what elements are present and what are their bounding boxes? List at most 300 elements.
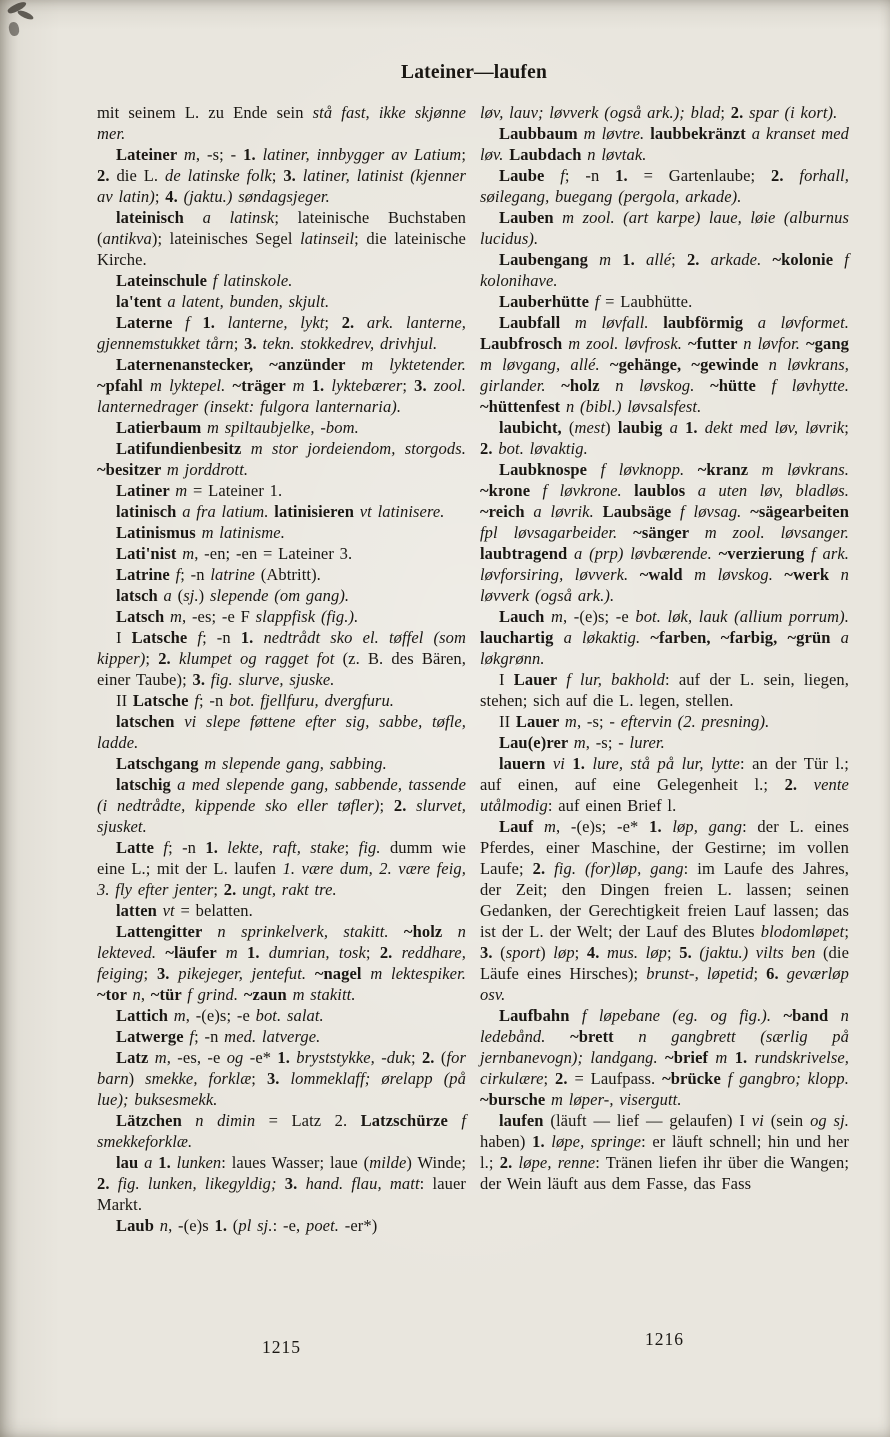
dictionary-entry (97, 900, 466, 921)
entry-text: bot. løk, lauk (allium porrum). (635, 607, 849, 626)
entry-text: 2. (686, 250, 711, 269)
entry-text: (sein (770, 1111, 811, 1130)
entry-text: : im Laufe des Jahres, der Zeit; den Dingen freien L. lassen; seinen Gedanken, der Gerechtigkeit freien Lauf lassen; das ist der L. der Welt; der Lauf des Blutes (480, 859, 850, 941)
entry-text: : auf der L. sein, liegen, stehen; sich auf die L. legen, stellen. (480, 670, 849, 710)
dictionary-entry (97, 1005, 466, 1026)
entry-text: Lattengitter (115, 922, 218, 941)
entry-text: f gangbro; klopp. (727, 1069, 850, 1088)
entry-text: laublos (634, 481, 698, 500)
entry-text: = Lateiner 1. (193, 481, 283, 500)
entry-text: m (599, 250, 623, 269)
entry-text: ; (402, 376, 415, 395)
entry-text: ; -n (199, 691, 230, 710)
entry-text: 2. (393, 796, 417, 815)
left-column (97, 102, 466, 1236)
entry-text: : an der Tür l.; auf einen, auf eine Gelegenheit l.; (480, 754, 849, 794)
entry-text: ~kolonie (772, 250, 845, 269)
entry-text: a løkaktig. (563, 628, 651, 647)
entry-text: Laubbaum (498, 124, 584, 143)
entry-text: lau (115, 1153, 145, 1172)
entry-text: 2. (223, 880, 243, 899)
entry-text: lunken (176, 1153, 222, 1172)
dictionary-entry (480, 753, 849, 816)
entry-text: , -(e)s; -e (185, 1006, 256, 1025)
entry-text: Lätzchen (115, 1111, 196, 1130)
dictionary-entry (97, 354, 466, 417)
entry-text: ark. lanterne, gjennemstukket tårn (97, 313, 466, 353)
entry-text: m latinisme. (201, 523, 285, 542)
entry-text: Latsche (131, 628, 198, 647)
entry-text: allé (645, 250, 672, 269)
entry-text: 1. (214, 1216, 233, 1235)
dictionary-entry (97, 270, 466, 291)
entry-text: ) (198, 586, 210, 605)
entry-text: f løvsag. (680, 502, 751, 521)
entry-text: Latifundienbesitz (115, 439, 251, 458)
dictionary-entry (480, 207, 849, 249)
entry-text: , -s; - (576, 712, 621, 731)
entry-text: : lauer Markt. (97, 1174, 467, 1214)
entry-text: dumrian, tosk (268, 943, 366, 962)
entry-text: Latsche (132, 691, 195, 710)
entry-text: Lauberhütte (498, 292, 595, 311)
dictionary-entry (97, 1026, 466, 1047)
entry-text: mest (574, 418, 606, 437)
entry-text: m løvkrans. (761, 460, 850, 479)
entry-text: n løvfor. (743, 334, 806, 353)
entry-text: m lyktepel. (149, 376, 233, 395)
dictionary-entry (97, 1047, 466, 1110)
entry-text: n sprinkelverk, stakitt. (217, 922, 404, 941)
entry-text: (die Läufe eines Hirsches); (480, 943, 850, 983)
entry-text: latinseil (300, 229, 355, 248)
entry-text: f løvkrone. (542, 481, 635, 500)
entry-text: vi (552, 754, 573, 773)
entry-text: f (594, 292, 606, 311)
entry-text: m (175, 481, 194, 500)
dictionary-entry (97, 690, 466, 711)
entry-text: fpl løvsagarbeider. (480, 523, 634, 542)
entry-text: ~tor (97, 985, 133, 1004)
entry-text: m zool. løvfrosk. (568, 334, 688, 353)
entry-text: Lattich (115, 1006, 174, 1025)
entry-text: ~holz (403, 922, 458, 941)
entry-text: nedtrådt sko el. tøffel (som kipper) (97, 628, 466, 668)
entry-text: vt latinisere. (359, 502, 445, 521)
dictionary-entry (97, 753, 466, 774)
entry-text: , -(e)s; -e (563, 607, 636, 626)
entry-text: 1. (622, 250, 646, 269)
entry-text: dumm wie eine L.; mit der L. laufen (97, 838, 466, 878)
entry-text: ; (145, 649, 159, 668)
entry-text: = belatten. (180, 901, 253, 920)
entry-text: m slepende gang, sabbing. (204, 754, 387, 773)
entry-text: 2. (480, 439, 499, 458)
entry-text: vt (162, 901, 181, 920)
entry-text: m (182, 544, 195, 563)
entry-text: stå fast, ikke skjønne mer. (97, 103, 466, 143)
dictionary-entry (480, 816, 849, 1005)
entry-text: ~hütte (710, 376, 772, 395)
entry-text: lure, stå på lur, lytte (592, 754, 740, 773)
entry-text: 2. (421, 1048, 441, 1067)
entry-text: 1. (243, 145, 263, 164)
dictionary-entry (480, 1110, 849, 1194)
entry-text: Laterne (115, 313, 186, 332)
entry-text: m lyktetender. (361, 355, 467, 374)
entry-text: latiner, innbygger av Latium (262, 145, 462, 164)
entry-text: ; lateinische Buchstaben ( (97, 208, 466, 248)
entry-text: m løvtre. (583, 124, 651, 143)
entry-text: n (132, 985, 141, 1004)
entry-text: ; (753, 964, 767, 983)
entry-text: = Gartenlaube; (643, 166, 772, 185)
entry-text: m stor jordeiendom, storgods. (250, 439, 466, 458)
entry-text: f løpebane (eg. og fig.). (581, 1006, 784, 1025)
entry-text: lanterne, lykt (227, 313, 325, 332)
entry-text: Laternenanstecker, ~anzünder (115, 355, 362, 374)
entry-text: -er*) (344, 1216, 378, 1235)
dictionary-entry (97, 102, 466, 144)
entry-text: ~holz (561, 376, 616, 395)
entry-text: lauchartig (480, 628, 564, 647)
entry-text: 2. (771, 166, 800, 185)
entry-text: n lekteved. (97, 922, 467, 962)
page-number-left: 1215 (262, 1337, 301, 1357)
entry-text: fig. slurve, sjuske. (210, 670, 335, 689)
entry-text: f (163, 838, 169, 857)
entry-text: klumpet og ragget fot (178, 649, 343, 668)
entry-text: f (197, 628, 203, 647)
entry-text: geværløp osv. (480, 964, 849, 1004)
entry-text: f smekkeforklæ. (97, 1111, 467, 1151)
entry-text: m (169, 607, 182, 626)
entry-text: m (225, 943, 247, 962)
entry-text: ; (154, 187, 166, 206)
entry-text: Lateiner (115, 145, 184, 164)
entry-text: og sj. (810, 1111, 849, 1130)
entry-text: a (669, 418, 686, 437)
entry-text: ~krone (480, 481, 543, 500)
entry-text: ) (540, 943, 554, 962)
entry-text: ~besitzer (97, 460, 167, 479)
entry-text: 1. (685, 418, 705, 437)
entry-text: ( (177, 586, 184, 605)
entry-text: (z. B. des Bären, einer Taube); (97, 649, 466, 689)
dictionary-entry (480, 291, 849, 312)
entry-text: 2. (499, 1153, 519, 1172)
dictionary-entry (480, 459, 849, 606)
entry-text: m løper-, visergutt. (551, 1090, 682, 1109)
entry-text: ~gehänge, ~gewinde (609, 355, 769, 374)
entry-text: 1. (158, 1153, 177, 1172)
entry-text: laufen (498, 1111, 551, 1130)
entry-text: laubig (617, 418, 670, 437)
entry-text: m løvgang, allé. (480, 355, 610, 374)
entry-text: rundskrivelse, cirkulære (480, 1048, 849, 1088)
entry-text: m stakitt. (292, 985, 356, 1004)
entry-text: Latte (115, 838, 164, 857)
entry-text: n dimin (195, 1111, 269, 1130)
dictionary-entry (480, 249, 849, 291)
entry-text: f grind. (187, 985, 244, 1004)
entry-text: ; (720, 103, 731, 122)
entry-text: fig. (358, 838, 390, 857)
entry-text: bot. løvaktig. (498, 439, 588, 458)
scan-artifact (17, 9, 35, 21)
entry-text: 1. (311, 376, 332, 395)
entry-text: ) (128, 1069, 146, 1088)
entry-text: (jaktu.) vilts ben (699, 943, 823, 962)
entry-text: ( (440, 1048, 447, 1067)
entry-text: smekke, forklæ (145, 1069, 252, 1088)
dictionary-entry (480, 1005, 849, 1110)
entry-text: : laues Wasser; laue ( (221, 1153, 370, 1172)
entry-text: ~band (783, 1006, 841, 1025)
entry-text: Laubknospe (498, 460, 601, 479)
dictionary-entry (480, 732, 849, 753)
entry-text: løp, gang (672, 817, 743, 836)
entry-text: a løvrik. (533, 502, 603, 521)
entry-text: lyktebærer (331, 376, 403, 395)
entry-text: n gangbrett (særlig på jernbanevogn); landgang. (480, 1027, 850, 1067)
entry-text: ; (271, 166, 284, 185)
entry-text: 2. (341, 313, 367, 332)
entry-text: ; (365, 943, 380, 962)
entry-text: m (173, 1006, 186, 1025)
dictionary-entry (97, 312, 466, 354)
entry-text: ; (844, 418, 849, 437)
entry-text: latten (115, 901, 163, 920)
entry-text: f (185, 313, 203, 332)
entry-text: pikejeger, jentefut. (178, 964, 315, 983)
dictionary-entry (97, 711, 466, 753)
entry-text: spar (i kort). (749, 103, 838, 122)
entry-text: 1. (202, 313, 228, 332)
entry-text: 3. (284, 1174, 306, 1193)
entry-text: n løvtak. (587, 145, 647, 164)
entry-text: milde (369, 1153, 407, 1172)
entry-text: ~sänger (633, 523, 705, 542)
entry-text: , -(e)s; -e* (556, 817, 650, 836)
dictionary-entry (97, 438, 466, 480)
entry-text: 3. (283, 166, 303, 185)
dictionary-entry (97, 480, 466, 501)
entry-text: ~läufer (165, 943, 226, 962)
entry-text: løp (553, 943, 575, 962)
entry-text: 2. (97, 1174, 118, 1193)
entry-text: 3. (266, 1069, 291, 1088)
entry-text: arkade. (710, 250, 773, 269)
entry-text: : Tränen liefen ihr über die Wangen; der Wein läuft aus dem Fasse, das Fass (480, 1153, 850, 1193)
entry-text: laubförmig (663, 313, 758, 332)
dictionary-entry (480, 102, 849, 123)
entry-text: forhall, søilegang, buegang (pergola, arkade). (480, 166, 849, 206)
entry-text: 2. (555, 1069, 575, 1088)
entry-text: m (183, 145, 196, 164)
entry-text: løpe, springe (551, 1132, 642, 1151)
entry-text: ~reich (480, 502, 534, 521)
entry-text: n ledebånd. (480, 1006, 849, 1046)
entry-text: dekt med løv, løvrik (704, 418, 845, 437)
entry-text: m løvskog. (694, 565, 785, 584)
entry-text: ~brücke (662, 1069, 728, 1088)
dictionary-entry (97, 144, 466, 207)
dictionary-entry (97, 522, 466, 543)
entry-text: = Laubhütte. (605, 292, 693, 311)
entry-text: ; -n (168, 838, 206, 857)
entry-text: ; (543, 1069, 556, 1088)
entry-text: ~wald (639, 565, 695, 584)
entry-text: 1. (240, 628, 264, 647)
entry-text: (läuft — lief — gelaufen) I (550, 1111, 752, 1130)
entry-text: 2. (158, 649, 179, 668)
entry-text: ; -n (194, 1027, 225, 1046)
entry-text: m zool. (art karpe) laue, løie (alburnus lucidus). (480, 208, 849, 248)
entry-text: vi slepe føttene efter sig, sabbe, tøfle, ladde. (97, 712, 467, 752)
entry-text: 4. (165, 187, 184, 206)
entry-text: fig. lunken, likegyldig; (117, 1174, 285, 1193)
entry-text: Lauer (513, 670, 567, 689)
entry-text: , -en; -en = Lateiner 3. (194, 544, 353, 563)
entry-text: mit seinem L. zu Ende sein (97, 103, 313, 122)
entry-text: Laufbahn (498, 1006, 582, 1025)
entry-text: Latschgang (115, 754, 205, 773)
right-column (480, 102, 849, 1236)
entry-text: f løvknopp. (600, 460, 698, 479)
dictionary-entry (97, 921, 466, 1005)
entry-text: II (115, 691, 133, 710)
entry-text: pl sj. (238, 1216, 273, 1235)
entry-text: Lauf (498, 817, 544, 836)
entry-text: ( (568, 418, 575, 437)
entry-text: ; -n (202, 628, 241, 647)
dictionary-entry (480, 417, 849, 459)
entry-text: Laubfrosch (480, 334, 569, 353)
entry-text: og (226, 1048, 250, 1067)
entry-text: ~pfahl (97, 376, 150, 395)
entry-text: m (573, 733, 586, 752)
entry-text: Latzschürze (360, 1111, 462, 1130)
dictionary-entry (480, 669, 849, 711)
entry-text: ~gang (805, 334, 849, 353)
entry-text: 1. (246, 943, 269, 962)
entry-text: m løvfall. (574, 313, 664, 332)
dictionary-entry (480, 711, 849, 732)
entry-text: ; (379, 796, 394, 815)
entry-text: 6. (766, 964, 787, 983)
dictionary-entry (97, 1215, 466, 1236)
entry-text: tekn. stokkedrev, drivhjul. (262, 334, 438, 353)
entry-text: , -s; - (585, 733, 630, 752)
entry-text: la'tent (115, 292, 168, 311)
entry-text: ; (844, 922, 849, 941)
entry-text: Latrine (115, 565, 176, 584)
entry-text: sport (505, 943, 541, 962)
entry-text: de latinske folk (165, 166, 272, 185)
dictionary-entry (97, 207, 466, 270)
entry-text: Lauch (498, 607, 551, 626)
entry-text: II (498, 712, 516, 731)
entry-text: mus. løp (607, 943, 668, 962)
entry-text: 3. (414, 376, 434, 395)
entry-text: latiner, latinist (kjenner av latin) (97, 166, 466, 206)
entry-text: lekte, raft, stake (227, 838, 345, 857)
entry-text: f (194, 691, 199, 710)
dictionary-entry (97, 837, 466, 900)
dictionary-entry (480, 165, 849, 207)
entry-text: 1. (615, 166, 644, 185)
entry-text: ; (143, 964, 157, 983)
entry-text: -e* (249, 1048, 278, 1067)
entry-text: laubbekränzt (650, 124, 752, 143)
entry-text: ( (232, 1216, 239, 1235)
entry-text: 5. (679, 943, 700, 962)
entry-text: m (564, 712, 577, 731)
entry-text: ; -n (180, 565, 211, 584)
entry-text: bryststykke, -duk (296, 1048, 411, 1067)
entry-text: latinisch (115, 502, 183, 521)
entry-text: m lektespiker. (370, 964, 467, 983)
dictionary-entry (97, 1152, 466, 1215)
entry-text: ~farben, ~farbig, ~grün (650, 628, 841, 647)
entry-text: m zool. løvsanger. (704, 523, 849, 542)
entry-text: n (bibl.) løvsalsfest. (565, 397, 702, 416)
entry-text: n løvkrans, girlander. (480, 355, 849, 395)
entry-text: = Laufpass. (574, 1069, 663, 1088)
dictionary-entry (480, 606, 849, 669)
entry-text: 1. (205, 838, 228, 857)
entry-text: die L. (116, 166, 166, 185)
entry-text: Laubengang (498, 250, 600, 269)
entry-text: antikva (102, 229, 152, 248)
entry-text: 1. være dum, 2. være feig, 3. fly efter jenter (97, 859, 466, 899)
entry-text: ( (500, 943, 506, 962)
entry-text: reddhare, feiging (97, 943, 466, 983)
entry-text: = Latz 2. (268, 1111, 361, 1130)
entry-text: eftervin (2. presning). (620, 712, 770, 731)
entry-text: Latierbaum (115, 418, 208, 437)
entry-text: ~tür (150, 985, 188, 1004)
entry-text: ~brett (570, 1027, 639, 1046)
entry-text: Laubdach (509, 145, 588, 164)
entry-text: ; (461, 145, 466, 164)
entry-text: ; (324, 313, 342, 332)
entry-text: f (175, 565, 181, 584)
entry-text: Latiner (115, 481, 176, 500)
entry-text: I (115, 628, 132, 647)
dictionary-entry (97, 417, 466, 438)
entry-text: , -es; -e F (182, 607, 256, 626)
dictionary-entry (480, 123, 849, 165)
entry-text: ~futter (687, 334, 744, 353)
entry-text: a (prp) løvbærende. (574, 544, 719, 563)
entry-text: , -(e)s (168, 1216, 215, 1235)
entry-text: for barn (97, 1048, 466, 1088)
entry-text: a latent, bunden, skjult. (167, 292, 330, 311)
entry-text: 2. (97, 166, 117, 185)
entry-text: Latz (115, 1048, 155, 1067)
entry-text: m (715, 1048, 735, 1067)
entry-text: (Abtritt). (260, 565, 321, 584)
entry-text: slappfisk (fig.). (255, 607, 359, 626)
entry-text: ; -n (564, 166, 616, 185)
entry-text: f løvhytte. (771, 376, 850, 395)
entry-text: : auf einen Brief l. (547, 796, 677, 815)
entry-text: Latsch (115, 607, 170, 626)
entry-text: , -s; - (195, 145, 244, 164)
entry-text: 2. (379, 943, 402, 962)
